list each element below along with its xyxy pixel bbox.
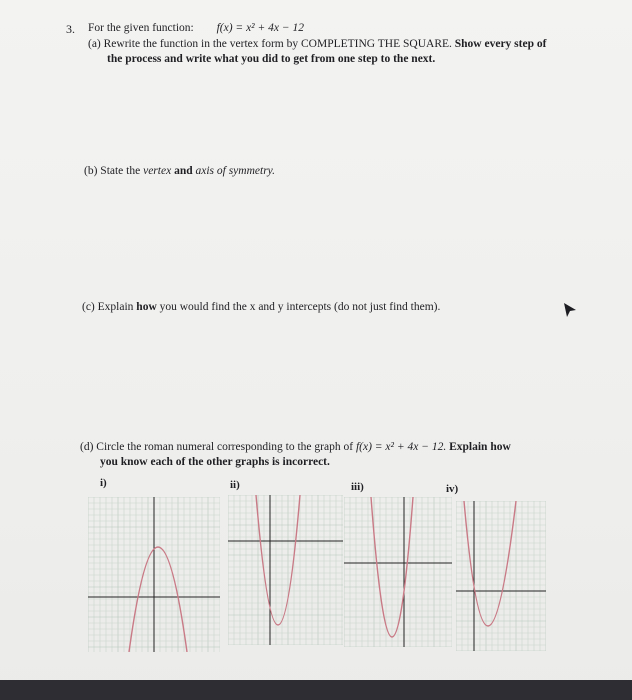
part-b-axis: axis of symmetry. <box>195 165 276 177</box>
graph-label-i[interactable]: i) <box>100 477 107 489</box>
graph-iv-grid <box>456 501 546 651</box>
part-c-line <box>82 301 440 313</box>
question-intro <box>88 22 304 34</box>
part-d-line-1 <box>80 441 511 453</box>
part-a-line-2: the process and write what you did to get from one step to the next. <box>107 53 436 65</box>
graph-label-iii[interactable]: iii) <box>351 481 364 493</box>
part-b-pre: State the <box>100 165 141 177</box>
part-c-post: you would find the x and y intercepts (do not just find them). <box>159 301 441 313</box>
part-b-line <box>84 165 275 177</box>
question-intro-text: For the given function: <box>88 22 194 34</box>
part-c-how: how <box>136 301 157 313</box>
part-d-function: f(x) = x² + 4x − 12. <box>355 441 447 453</box>
part-a-text: Rewrite the function in the vertex form by COMPLETING THE SQUARE. <box>103 38 452 50</box>
dark-desk-edge <box>0 680 632 700</box>
part-c-label: (c) <box>82 301 95 313</box>
cursor-arrow-icon <box>563 302 577 318</box>
graph-i[interactable] <box>88 497 220 652</box>
graph-label-ii[interactable]: ii) <box>230 479 240 491</box>
function-expression: f(x) = x² + 4x − 12 <box>216 22 304 34</box>
graph-iii[interactable] <box>344 497 452 647</box>
part-a-line-1 <box>88 38 546 50</box>
part-d-text-bold: Explain how <box>449 441 511 453</box>
graph-ii-grid <box>228 495 343 645</box>
graph-label-iv[interactable]: iv) <box>446 483 459 495</box>
part-a-text-bold: Show every step of <box>454 38 547 50</box>
graph-ii-parabola <box>256 495 300 625</box>
part-d-text: Circle the roman numeral corresponding to the graph of <box>96 441 354 453</box>
part-d-label: (d) <box>80 441 94 453</box>
part-b-vertex: vertex <box>143 165 172 177</box>
graph-ii[interactable] <box>228 495 343 645</box>
part-b-and: and <box>174 165 193 177</box>
part-d-line-2: you know each of the other graphs is incorrect. <box>100 456 330 468</box>
part-a-label: (a) <box>88 38 101 50</box>
graph-iv[interactable] <box>456 501 546 651</box>
question-number: 3. <box>66 22 75 36</box>
part-c-pre: Explain <box>97 301 134 313</box>
part-b-label: (b) <box>84 165 98 177</box>
graph-iv-parabola <box>464 501 516 626</box>
